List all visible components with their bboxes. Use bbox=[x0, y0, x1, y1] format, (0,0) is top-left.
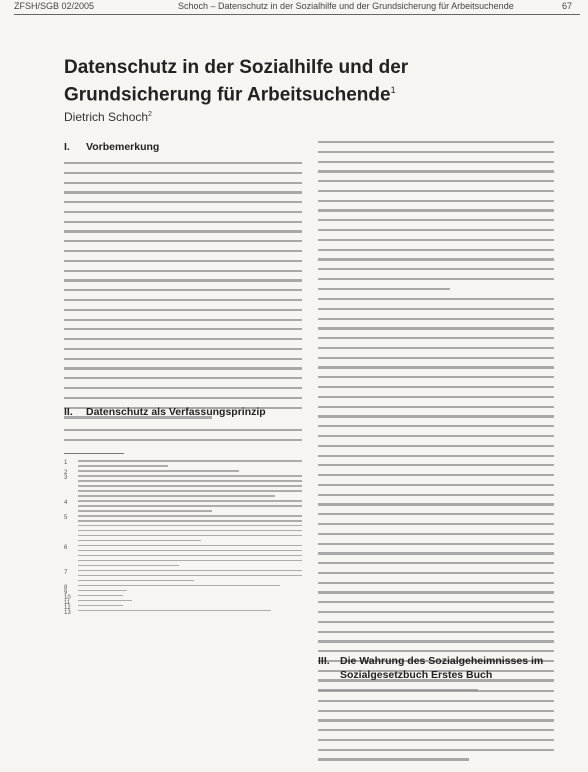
article-title bbox=[64, 57, 534, 106]
footnote-number: 11 bbox=[64, 599, 71, 606]
section-title: Datenschutz als Verfassungsprinzip bbox=[86, 406, 266, 418]
section-number: III. bbox=[318, 655, 330, 667]
author-name: Dietrich Schoch bbox=[64, 110, 149, 124]
body-text-right-1 bbox=[318, 141, 554, 298]
author-footnote-marker[interactable]: 2 bbox=[148, 111, 152, 118]
footnote-number: 8 bbox=[64, 584, 68, 591]
footnote bbox=[64, 594, 302, 601]
footnote-number: 2 bbox=[64, 470, 68, 477]
footnote-number: 12 bbox=[64, 604, 71, 611]
page-number: 67 bbox=[561, 1, 572, 11]
footnote bbox=[64, 470, 302, 477]
section-title: Vorbemerkung bbox=[86, 141, 160, 153]
section-heading-1 bbox=[64, 141, 159, 153]
footnote-separator bbox=[64, 453, 124, 454]
running-title: Schoch – Datenschutz in der Sozialhilfe und der Grundsicherung für Arbeitsuchende bbox=[178, 1, 514, 11]
footnote bbox=[64, 475, 302, 497]
footnote-number: 6 bbox=[64, 544, 68, 551]
footnote-number: 4 bbox=[64, 499, 68, 506]
body-text-right-3 bbox=[318, 690, 554, 768]
footnote-number: 5 bbox=[64, 514, 68, 521]
footnote bbox=[64, 604, 302, 611]
footnote-number: 7 bbox=[64, 569, 68, 576]
footnote-number: 10 bbox=[64, 594, 71, 601]
running-header bbox=[14, 0, 580, 15]
article-author bbox=[64, 110, 152, 124]
section-number: II. bbox=[64, 406, 73, 418]
footnote bbox=[64, 589, 302, 596]
footnote bbox=[64, 609, 302, 616]
section-title: Die Wahrung des Sozialgeheimnisses im bbox=[340, 655, 544, 667]
footnotes bbox=[64, 458, 302, 615]
footnote bbox=[64, 584, 302, 591]
body-text-right-2 bbox=[318, 298, 554, 699]
article-title-text: Datenschutz in der Sozialhilfe und der Grundsicherung für Arbeitsuchende bbox=[64, 57, 409, 106]
footnote bbox=[64, 500, 302, 512]
footnote-number: 3 bbox=[64, 475, 68, 482]
section-title-line-2: Sozialgesetzbuch Erstes Buch bbox=[340, 669, 493, 681]
footnote-number: 9 bbox=[64, 589, 68, 596]
footnote bbox=[64, 545, 302, 567]
title-footnote-marker[interactable]: 1 bbox=[390, 85, 396, 95]
body-text-left-1 bbox=[64, 162, 302, 426]
section-number: I. bbox=[64, 141, 70, 153]
footnote-number: 1 bbox=[64, 460, 68, 467]
footnote bbox=[64, 515, 302, 542]
section-heading-2 bbox=[64, 406, 266, 418]
footnote bbox=[64, 599, 302, 606]
footnote bbox=[64, 460, 302, 467]
footnote bbox=[64, 570, 302, 582]
footnote-number: 13 bbox=[64, 609, 71, 616]
journal-reference: ZFSH/SGB 02/2005 bbox=[14, 1, 95, 11]
body-text-left-2 bbox=[64, 429, 302, 449]
section-heading-3 bbox=[318, 655, 543, 667]
